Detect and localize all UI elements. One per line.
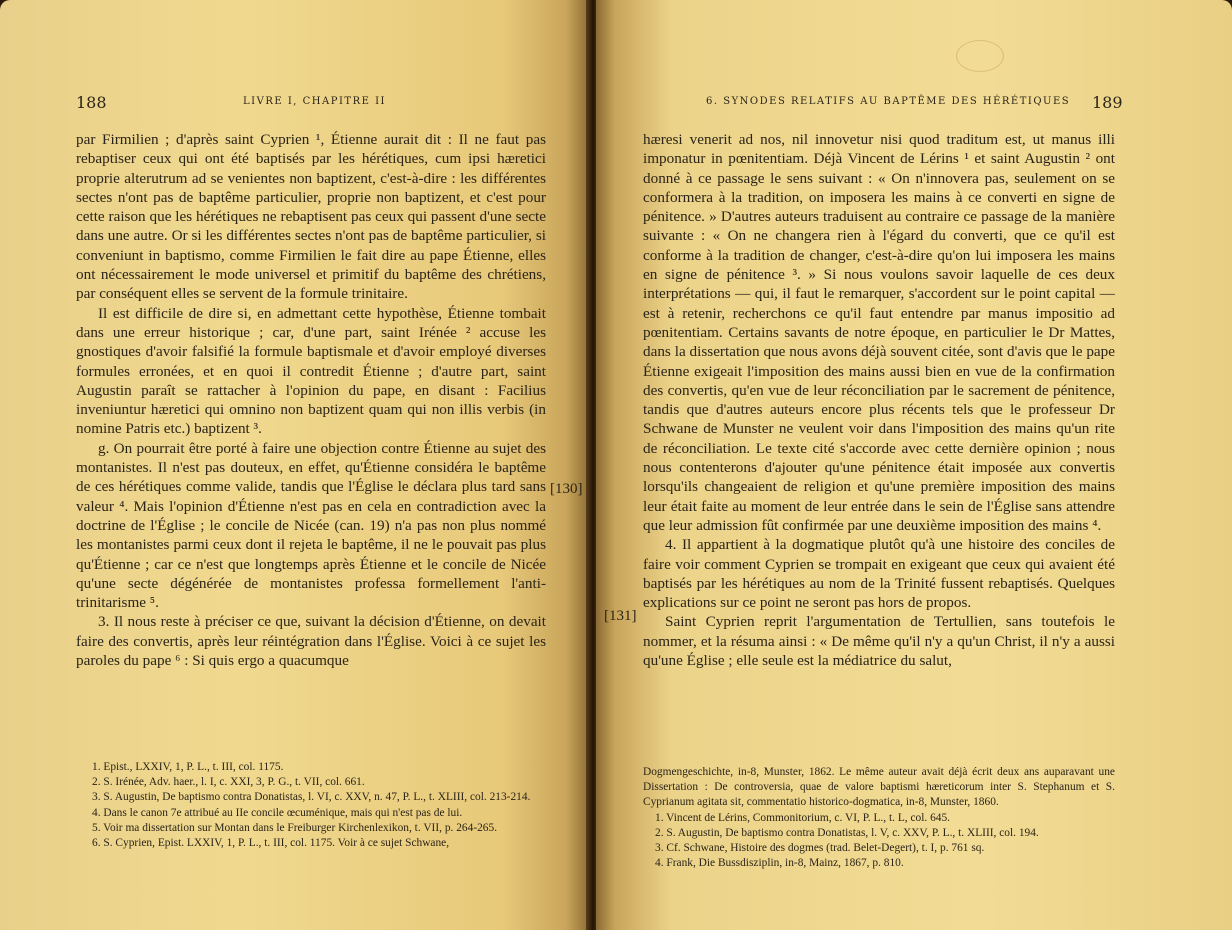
running-head: 6. SYNODES RELATIFS AU BAPTÊME DES HÉRÉTIQUES — [706, 96, 1071, 107]
footnotes — [80, 760, 542, 851]
footnote: 6. S. Cyprien, Epist. LXXIV, 1, P. L., t. III, col. 1175. Voir à ce sujet Schwane, — [92, 837, 450, 850]
left-page — [0, 0, 590, 930]
paragraph: g. On pourrait être porté à faire une objection contre Étienne au sujet des montanistes. Il n'est pas douteux, en effet, qu'Étienne considéra le baptême de ces hérétiques comme valide, tandis que l'Église le déclara plus tard sans valeur ⁴. Mais l'opinion d'Étienne n'est pas en cela en contradiction avec la doctrine de l'Église ; le concile de Nicée (can. 19) n'a pas non plus nommé les montanistes parmi ceux dont il rejeta le baptême, il ne le pouvait pas plus qu'Étienne ; car ce n'est que longtemps après Étienne et le concile de Nicée qu'une secte dégénérée de montanistes professa formellement l'anti-trinitarisme ⁵. — [76, 439, 546, 612]
footnote: 2. S. Augustin, De baptismo contra Donatistas, l. V, c. XXV, P. L., t. XLIII, col. 194. — [655, 826, 1039, 839]
footnote: 4. Frank, Die Bussdisziplin, in-8, Mainz, 1867, p. 810. — [655, 857, 904, 870]
footnote: 5. Voir ma dissertation sur Montan dans le Freiburger Kirchenlexikon, t. VII, p. 264-265. — [92, 821, 498, 834]
paragraph: 3. Il nous reste à préciser ce que, suivant la décision d'Étienne, on devait faire des convertis, après leur réintégration dans l'Église. Voici à ce sujet les paroles du pape ⁶ : Si quis ergo a quacumque — [76, 613, 546, 670]
margin-marker: [131] — [604, 608, 637, 624]
footnote: 1. Epist., LXXIV, 1, P. L., t. III, col. 1175. — [92, 761, 284, 773]
footnote-continuation: Dogmengeschichte, in-8, Munster, 1862. Le même auteur avait déjà écrit deux ans auparavant une Dissertation : De controversia, quae de valore baptismi hæreticorum inter S. Stephanum et S. Cyprianum agitata sit, commentatio historico-dogmatica, in-8, Munster, 1860. — [643, 766, 1115, 809]
footnote: 3. S. Augustin, De baptismo contra Donatistas, l. VI, c. XXV, n. 47, P. L., t. XLIII, col. 213-214. — [92, 791, 531, 804]
margin-marker: [130] — [550, 481, 583, 497]
page-number: 188 — [76, 93, 107, 112]
footnote: 2. S. Irénée, Adv. haer., l. I, c. XXI, 3, P. G., t. VII, col. 661. — [92, 776, 365, 789]
footnote: 1. Vincent de Lérins, Commonitorium, c. VI, P. L., t. L, col. 645. — [655, 811, 951, 824]
right-page — [596, 0, 1232, 930]
paper-stain — [956, 40, 1004, 72]
paragraph: par Firmilien ; d'après saint Cyprien ¹, Étienne aurait dit : Il ne faut pas rebaptiser ceux qui ont été baptisés par les hérétiques, cum ipsi hæretici proprie alterutrum ad se venientes non baptizent, c'est-à-dire : les différentes sectes n'ont pas de baptême particulier, proprie non baptizent, et c'est pour cette raison que les hérétiques ne rebaptisent pas ceux qui passent d'une secte dans une autre. Or si les différentes sectes n'ont pas de baptême particulier, si conveniunt in baptismo, comme Firmilien le fait dire au pape Étienne, elles ont nécessairement le mode universel et primitif du baptême des chrétiens, par conséquent elles se servent de la formule trinitaire. — [76, 131, 546, 303]
page-number: 189 — [1092, 93, 1123, 112]
paragraph: 4. Il appartient à la dogmatique plutôt qu'à une histoire des conciles de faire voir comment Cyprien se trompait en exigeant que ceux qui avaient été baptisés par les hérétiques au nom de la Trinité fussent rebaptisés. Quelques explications sur ce point ne seront pas hors de propos. — [643, 536, 1115, 612]
main-text — [76, 130, 546, 670]
running-head: LIVRE I, CHAPITRE II — [243, 96, 386, 107]
footnote: 3. Cf. Schwane, Histoire des dogmes (trad. Belet-Degert), t. I, p. 761 sq. — [655, 842, 985, 855]
paragraph: Il est difficile de dire si, en admettant cette hypothèse, Étienne tombait dans une erreur historique ; car, d'une part, saint Irénée ² accuse les gnostiques d'avoir falsifié la formule baptismale et d'avoir employé diverses formules erronées, et en quoi il contredit Étienne ; d'autre part, saint Augustin paraît se rattacher à l'opinion du pape, en disant : Facilius inveniuntur hæretici qui omnino non baptizent quam qui non illis verbis (in nomine Patris etc.) baptizent ³. — [76, 304, 546, 438]
paragraph: hæresi venerit ad nos, nil innovetur nisi quod traditum est, ut manus illi imponatur in pœnitentiam. Déjà Vincent de Lérins ¹ et saint Augustin ² ont donné à ce passage le sens suivant : « On n'innovera pas, seulement on se conformera à la tradition, on imposera les mains à ce converti en signe de pénitence. » D'autres auteurs traduisent au contraire ce passage de la manière suivante : « On ne changera rien à l'égard du converti, que ce qu'il est conforme à la tradition de changer, c'est-à-dire qu'on lui imposera les mains en signe de pénitence ³. » Si nous voulons savoir laquelle de ces deux interprétations — qui, il faut le remarquer, s'accordent sur le point capital — est à retenir, recherchons ce qu'il faut entendre par manus impositio ad pœnitentiam. Certains savants de notre époque, en particulier le Dr Mattes, dans la dissertation que nous avons déjà souvent citée, sont d'avis que le pape Étienne exigeait l'imposition des mains aussi bien en vue de la confirmation des convertis, qu'en vue de leur réconciliation par le sacrement de pénitence, tandis que d'autres auteurs encore plus récents tels que le professeur Dr Schwane de Munster ne veulent voir dans l'imposition des mains qu'un rite de réconciliation. Le texte cité s'accorde avec cette dernière opinion ; nous nous contenterons d'ajouter qu'une pénitence était imposée aux convertis lorsqu'ils changeaient de religion et qu'une première imposition des mains leur était faite au moment de leur entrée dans le sein de l'Église sans attendre que leur admission fût confirmée par une deuxième imposition des mains ⁴. — [643, 131, 1115, 534]
main-text — [643, 130, 1115, 670]
footnote: 4. Dans le canon 7e attribué au IIe concile œcuménique, mais qui n'est pas de lui. — [92, 806, 463, 819]
footnotes — [643, 765, 1115, 871]
paragraph: Saint Cyprien reprit l'argumentation de Tertullien, sans toutefois le nommer, et la résuma ainsi : « De même qu'il n'y a qu'un Christ, il n'y a aussi qu'une Église ; elle seule est la médiatrice du salut, — [643, 613, 1115, 670]
